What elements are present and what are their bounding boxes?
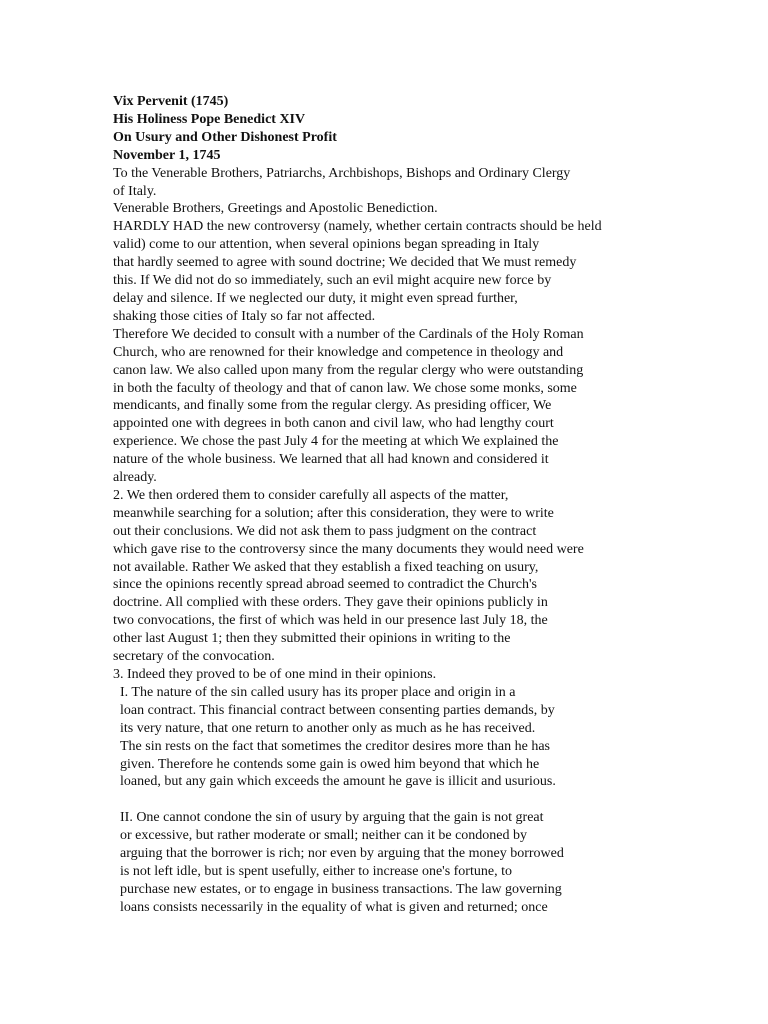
text-line: which gave rise to the controversy since the many documents they would need were [113,541,584,557]
text-line: since the opinions recently spread abroad seemed to contradict the Church's [113,577,537,593]
document-author: His Holiness Pope Benedict XIV [113,111,306,127]
text-line: or excessive, but rather moderate or small; neither can it be condoned by [120,828,528,844]
address-line: To the Venerable Brothers, Patriarchs, Archbishops, Bishops and Ordinary Clergy [113,165,571,181]
text-line: given. Therefore he contends some gain is owed him beyond that which he [120,756,540,772]
paragraph-1 [113,218,753,325]
point-1 [113,684,753,791]
address-block [113,165,753,201]
text-line: experience. We chose the past July 4 for the meeting at which We explained the [113,434,559,450]
text-line: 3. Indeed they proved to be of one mind in their opinions. [113,667,437,682]
paragraph-1b [113,326,753,487]
text-line: this. If We did not do so immediately, such an evil might acquire new force by [113,273,552,289]
text-line: canon law. We also called upon many from the regular clergy who were outstanding [113,362,584,378]
text-line: shaking those cities of Italy so far not affected. [113,308,376,324]
document-subject: On Usury and Other Dishonest Profit [113,129,337,145]
text-line: mendicants, and finally some from the regular clergy. As presiding officer, We [113,398,552,414]
point-2 [113,809,753,916]
text-line: nature of the whole business. We learned that all had known and considered it [113,452,549,468]
text-line: HARDLY HAD the new controversy (namely, whether certain contracts should be held [113,219,602,235]
text-line: Church, who are renowned for their knowledge and competence in theology and [113,344,564,360]
text-line: delay and silence. If we neglected our duty, it might even spread further, [113,290,518,306]
text-line: The sin rests on the fact that sometimes the creditor desires more than he has [120,738,550,754]
document-date: November 1, 1745 [113,147,221,163]
paragraph-3 [113,666,753,684]
document-page [113,93,753,917]
text-line: meanwhile searching for a solution; after this consideration, they were to write [113,505,554,521]
text-line: loaned, but any gain which exceeds the amount he gave is illicit and usurious. [120,774,556,790]
document-header [113,93,753,165]
text-line: Therefore We decided to consult with a number of the Cardinals of the Holy Roman [113,326,584,342]
text-line: out their conclusions. We did not ask them to pass judgment on the contract [113,523,537,539]
text-line: 2. We then ordered them to consider carefully all aspects of the matter, [113,487,509,503]
document-title: Vix Pervenit (1745) [113,94,229,109]
text-line: loans consists necessarily in the equality of what is given and returned; once [120,899,548,915]
text-line: its very nature, that one return to another only as much as he has received. [120,720,536,736]
text-line: two convocations, the first of which was held in our presence last July 18, the [113,613,548,629]
text-line: II. One cannot condone the sin of usury by arguing that the gain is not great [120,810,544,826]
blank-line [113,791,753,809]
text-line: not available. Rather We asked that they establish a fixed teaching on usury, [113,559,539,575]
greeting: Venerable Brothers, Greetings and Apostolic Benediction. [113,201,438,217]
address-line: of Italy. [113,183,157,199]
text-line: is not left idle, but is spent usefully, either to increase one's fortune, to [120,863,512,879]
text-line: doctrine. All complied with these orders. They gave their opinions publicly in [113,595,548,611]
text-line: appointed one with degrees in both canon and civil law, who had lengthy court [113,416,554,432]
paragraph-2 [113,487,753,666]
text-line: I. The nature of the sin called usury has its proper place and origin in a [120,684,516,700]
text-line: other last August 1; then they submitted their opinions in writing to the [113,631,511,647]
text-line: arguing that the borrower is rich; nor even by arguing that the money borrowed [120,846,564,862]
text-line: already. [113,470,157,486]
text-line: purchase new estates, or to engage in business transactions. The law governing [120,881,562,897]
text-line: that hardly seemed to agree with sound doctrine; We decided that We must remedy [113,255,577,271]
text-line: in both the faculty of theology and that of canon law. We chose some monks, some [113,380,577,396]
text-line: valid) come to our attention, when several opinions began spreading in Italy [113,237,540,253]
text-line: loan contract. This financial contract between consenting parties demands, by [120,702,555,718]
text-line: secretary of the convocation. [113,649,275,665]
